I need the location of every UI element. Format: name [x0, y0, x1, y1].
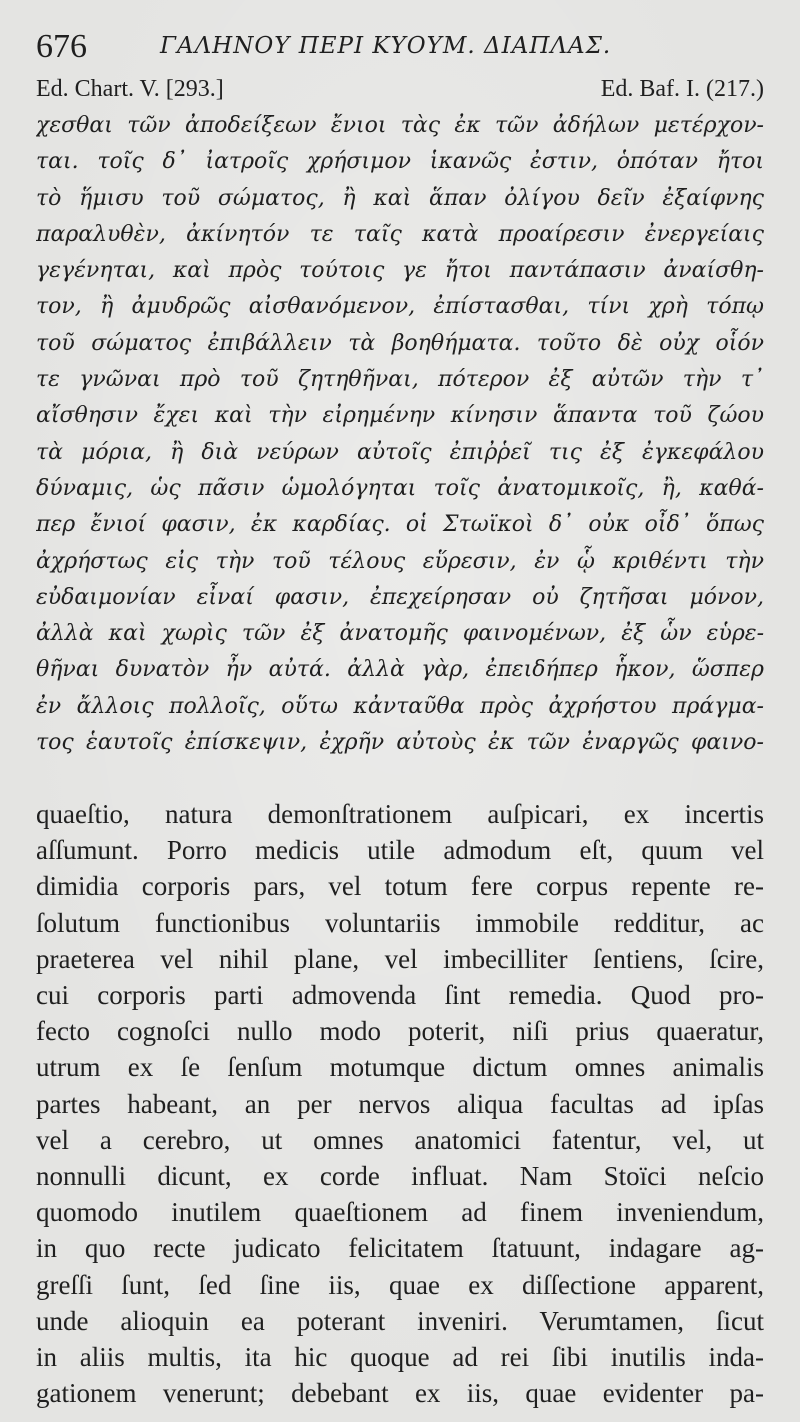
latin-line: aſſumunt. Porro medicis utile admodum eſt, quum vel — [36, 835, 764, 866]
greek-line: ἀλλὰ καὶ χωρὶς τῶν ἐξ ἀνατομῆς φαινομένων, ἐξ ὧν εὑρε- — [36, 621, 764, 647]
latin-line: quomodo inutilem quaeſtionem ad finem inveniendum, — [36, 1197, 764, 1228]
edition-reference-right: Ed. Baf. I. (217.) — [600, 76, 764, 102]
latin-line: quaeſtio, natura demonſtrationem auſpicari, ex incertis — [36, 799, 764, 829]
greek-line: αἴσθησιν ἔχει καὶ τὴν εἰρημένην κίνησιν ἅπαντα τοῦ ζώου — [36, 403, 764, 429]
greek-line: παραλυθὲν, ἀκίνητόν τε ταῖς κατὰ προαίρεσιν ἐνεργείαις — [36, 221, 764, 247]
latin-line: vel a cerebro, ut omnes anatomici fatentur, vel, ut — [36, 1124, 764, 1155]
latin-line: in quo recte judicato felicitatem ſtatuunt, indagare ag- — [36, 1233, 764, 1264]
greek-line: ται. τοῖς δ᾽ ἰατροῖς χρήσιμον ἱκανῶς ἐστιν, ὁπόταν ἤτοι — [36, 149, 764, 175]
latin-line: greſſi ſunt, ſed ſine iis, quae ex diſſectione apparent, — [36, 1269, 764, 1300]
greek-line: τε γνῶναι πρὸ τοῦ ζητηθῆναι, πότερον ἐξ αὐτῶν τὴν τ᾽ — [36, 367, 764, 393]
latin-line: in aliis multis, ita hic quoque ad rei ſibi inutilis inda- — [36, 1342, 764, 1373]
greek-line: δύναμις, ὡς πᾶσιν ὡμολόγηται τοῖς ἀνατομικοῖς, ἢ, καθά- — [36, 475, 764, 501]
latin-line: cui corporis parti admovenda ſint remedia. Quod pro- — [36, 980, 764, 1011]
edition-reference-left: Ed. Chart. V. [293.] — [36, 76, 224, 102]
latin-line: dimidia corporis pars, vel totum fere corpus repente re- — [36, 871, 764, 902]
running-title: ΓΑΛΗΝΟΥ ΠΕΡΙ ΚΥΟΥΜ. ΔΙΑΠΛΑΣ. — [160, 33, 612, 59]
page-header — [36, 26, 764, 66]
greek-line: εὐδαιμονίαν εἶναί φασιν, ἐπεχείρησαν οὐ ζητῆσαι μόνον, — [36, 584, 764, 610]
greek-line: τον, ἢ ἀμυδρῶς αἰσθανόμενον, ἐπίστασθαι, τίνι χρὴ τόπῳ — [36, 294, 764, 320]
latin-line: fecto cognoſci nullo modo poterit, niſi prius quaeratur, — [36, 1016, 764, 1047]
latin-line: ſolutum functionibus voluntariis immobile redditur, ac — [36, 907, 764, 938]
greek-line: χεσθαι τῶν ἀποδείξεων ἔνιοι τὰς ἐκ τῶν ἀδήλων μετέρχον- — [36, 113, 764, 138]
greek-line: ἐν ἄλλοις πολλοῖς, οὕτω κἀνταῦθα πρὸς ἀχρήστου πράγμα- — [36, 693, 764, 719]
greek-line: τὰ μόρια, ἢ διὰ νεύρων αὐτοῖς ἐπιῤῥεῖ τις ἐξ ἐγκεφάλου — [36, 439, 764, 465]
latin-line: unde alioquin ea poterant inveniri. Verumtamen, ſicut — [36, 1305, 764, 1336]
latin-line: utrum ex ſe ſenſum motumque dictum omnes animalis — [36, 1052, 764, 1083]
latin-line: praeterea vel nihil plane, vel imbecilliter ſentiens, ſcire, — [36, 943, 764, 974]
greek-text-block — [36, 108, 764, 761]
greek-line: τὸ ἥμισυ τοῦ σώματος, ἢ καὶ ἅπαν ὀλίγου δεῖν ἐξαίφνης — [36, 185, 764, 211]
greek-line: τος ἑαυτοῖς ἐπίσκεψιν, ἐχρῆν αὐτοὺς ἐκ τῶν ἐναργῶς φαινο- — [36, 730, 764, 756]
greek-line: τοῦ σώματος ἐπιβάλλειν τὰ βοηθήματα. τοῦτο δὲ οὐχ οἷόν — [36, 330, 764, 356]
latin-line: nonnulli dicunt, ex corde influat. Nam Stoïci neſcio — [36, 1161, 764, 1192]
greek-line: ἀχρήστως εἰς τὴν τοῦ τέλους εὕρεσιν, ἐν ᾧ κριθέντι τὴν — [36, 548, 764, 574]
latin-line: gationem venerunt; debebant ex iis, quae evidenter pa- — [36, 1378, 764, 1409]
latin-text-block — [36, 796, 764, 1411]
greek-line: θῆναι δυνατὸν ἦν αὐτά. ἀλλὰ γὰρ, ἐπειδήπερ ἧκον, ὥσπερ — [36, 657, 764, 683]
page-number: 676 — [36, 28, 87, 65]
greek-line: γεγένηται, καὶ πρὸς τούτοις γε ἤτοι παντάπασιν ἀναίσθη- — [36, 258, 764, 284]
greek-line: περ ἔνιοί φασιν, ἐκ καρδίας. οἱ Στωϊκοὶ δ᾽ οὐκ οἶδ᾽ ὅπως — [36, 512, 764, 538]
latin-line: partes habeant, an per nervos aliqua facultas ad ipſas — [36, 1088, 764, 1119]
